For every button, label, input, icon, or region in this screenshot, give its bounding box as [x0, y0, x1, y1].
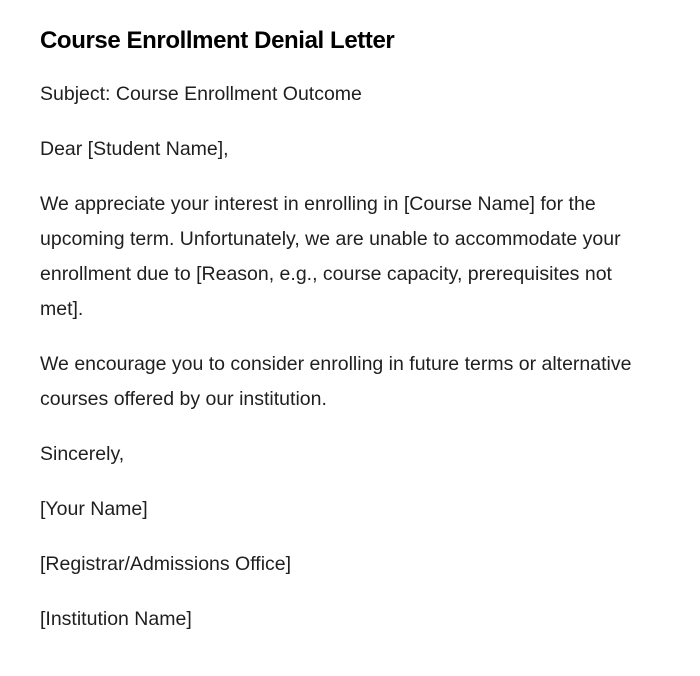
letter-title: Course Enrollment Denial Letter: [40, 27, 395, 54]
signature-institution: [Institution Name]: [40, 608, 192, 630]
signature-name: [Your Name]: [40, 498, 148, 520]
letter-closing: Sincerely,: [40, 443, 125, 465]
letter-body-paragraph-1: We appreciate your interest in enrolling in [Course Name] for the upcoming term. Unfortunately, we are unable to accommodate your enrollment due to [Reason, e.g., course capacity, prerequisites not met].: [40, 193, 621, 320]
letter-subject: Subject: Course Enrollment Outcome: [40, 83, 362, 105]
letter-salutation: Dear [Student Name],: [40, 138, 229, 160]
letter-body-paragraph-2: We encourage you to consider enrolling in future terms or alternative courses offered by our institution.: [40, 353, 632, 410]
signature-office: [Registrar/Admissions Office]: [40, 553, 292, 575]
